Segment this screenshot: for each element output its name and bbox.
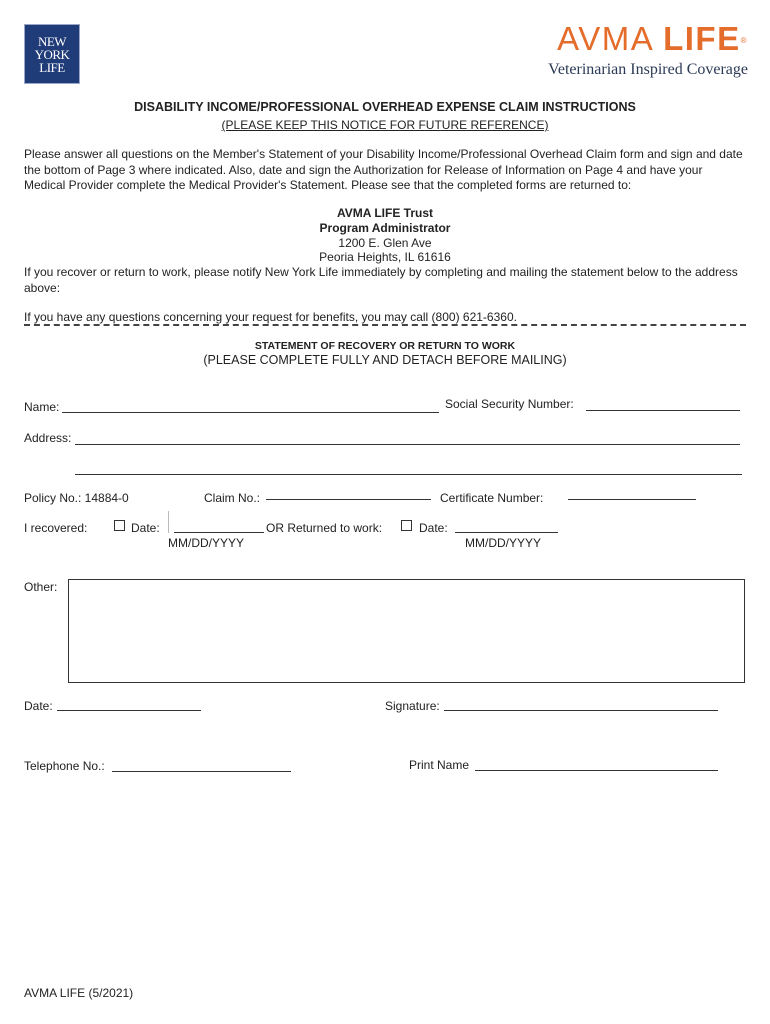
- recovered-date-label: Date:: [131, 521, 160, 535]
- detach-line: [24, 324, 746, 326]
- statement-subtitle: (PLEASE COMPLETE FULLY AND DETACH BEFORE MAILING): [203, 353, 567, 367]
- logo-line-life: LIFE: [39, 59, 65, 75]
- form-code: AVMA LIFE (5/2021): [24, 986, 134, 1000]
- address-label: Address:: [24, 431, 72, 445]
- avma-wordmark-bold: LIFE: [663, 20, 741, 57]
- bottom-date-label: Date:: [24, 699, 53, 713]
- returned-date-label: Date:: [419, 521, 448, 535]
- page-subtitle: (PLEASE KEEP THIS NOTICE FOR FUTURE REFERENCE): [221, 118, 549, 132]
- registered-mark: ®: [740, 36, 748, 45]
- statement-title: STATEMENT OF RECOVERY OR RETURN TO WORK: [254, 340, 516, 352]
- returned-date-field[interactable]: [455, 532, 558, 533]
- logo-line-new: NEW: [37, 33, 67, 49]
- recovered-checkbox[interactable]: [114, 520, 125, 531]
- avma-wordmark-thin: AVMA: [557, 20, 653, 57]
- other-textarea[interactable]: [68, 579, 745, 683]
- recover-notice: If you recover or return to work, please notify New York Life immediately by completing and mailing the statement below to the address above:: [24, 265, 738, 295]
- logo-line-york: YORK: [34, 46, 70, 62]
- new-york-life-logo: [24, 24, 80, 84]
- address-line-1: AVMA LIFE Trust: [337, 206, 433, 220]
- telephone-label: Telephone No.:: [24, 759, 105, 773]
- print-name-field[interactable]: [475, 770, 718, 771]
- address-line-3: 1200 E. Glen Ave: [338, 236, 432, 250]
- avma-life-wordmark: [508, 22, 748, 56]
- name-field[interactable]: [62, 412, 439, 413]
- recovered-label: I recovered:: [24, 521, 88, 535]
- ssn-label: Social Security Number:: [445, 397, 574, 411]
- claim-number-label: Claim No.:: [204, 491, 261, 505]
- returned-to-work-label: OR Returned to work:: [266, 521, 383, 535]
- recovered-date-field[interactable]: [174, 532, 264, 533]
- address-field-line-1[interactable]: [75, 444, 740, 445]
- ssn-field[interactable]: [586, 410, 740, 411]
- instructions-paragraph: Please answer all questions on the Member's Statement of your Disability Income/Professional Overhead Claim form and sign and date the bottom of Page 3 where indicated. Also, date and sign the Authorization for Release of Information on Page 4 and have your Medical Provider complete the Medical Provider's Statement. Please see that the completed forms are returned to:: [24, 147, 743, 192]
- certificate-number-field[interactable]: [568, 499, 696, 500]
- other-label: Other:: [24, 580, 58, 594]
- certificate-number-label: Certificate Number:: [440, 491, 544, 505]
- signature-label: Signature:: [385, 699, 440, 713]
- returned-date-format: MM/DD/YYYY: [465, 536, 542, 550]
- page-title: DISABILITY INCOME/PROFESSIONAL OVERHEAD EXPENSE CLAIM INSTRUCTIONS: [134, 100, 636, 114]
- recovered-date-format: MM/DD/YYYY: [168, 536, 245, 550]
- print-name-label: Print Name: [409, 758, 470, 772]
- questions-notice: If you have any questions concerning your request for benefits, you may call (800) 621-6360.: [24, 310, 517, 324]
- address-line-2: Program Administrator: [319, 221, 451, 235]
- name-label: Name:: [24, 400, 60, 414]
- avma-tagline: Veterinarian Inspired Coverage: [548, 61, 748, 78]
- claim-number-field[interactable]: [266, 499, 431, 500]
- recovered-date-divider: [168, 511, 169, 533]
- avma-life-logo: [508, 22, 748, 80]
- returned-to-work-checkbox[interactable]: [401, 520, 412, 531]
- address-line-4: Peoria Heights, IL 61616: [319, 250, 451, 264]
- address-field-line-2[interactable]: [75, 474, 742, 475]
- telephone-field[interactable]: [112, 771, 291, 772]
- policy-number-label: Policy No.: 14884-0: [24, 491, 129, 505]
- signature-field[interactable]: [444, 710, 718, 711]
- bottom-date-field[interactable]: [57, 710, 201, 711]
